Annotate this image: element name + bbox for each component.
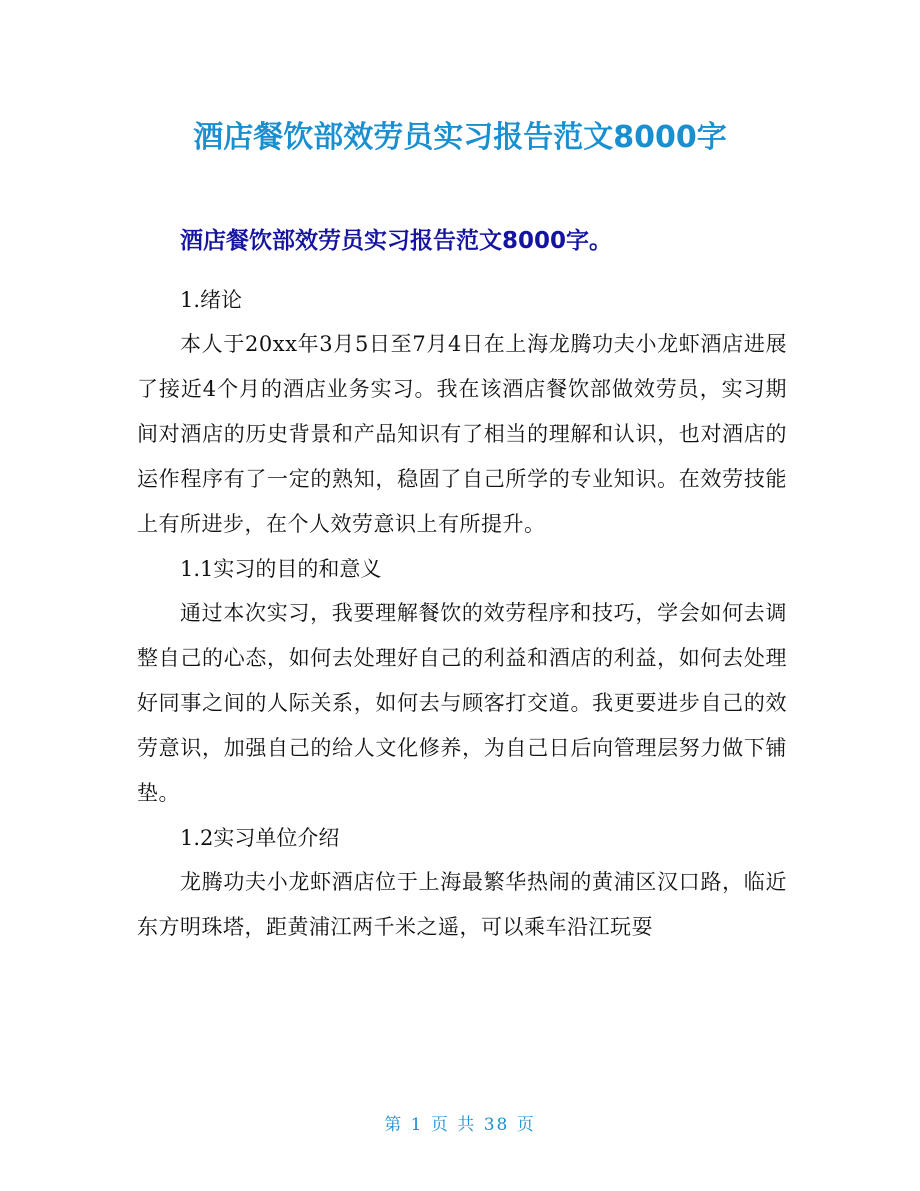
document-title: 酒店餐饮部效劳员实习报告范文8000字: [193, 120, 727, 155]
section-heading-unit-intro: 1.2实习单位介绍: [180, 826, 340, 850]
section-heading-introduction: 1.绪论: [180, 288, 243, 312]
page-number-footer: 第 1 页 共 38 页: [384, 1115, 536, 1135]
section-heading-purpose: 1.1实习的目的和意义: [180, 557, 382, 581]
section-paragraph-introduction: 本人于20xx年3月5日至7月4日在上海龙腾功夫小龙虾酒店进展了接近4个月的酒店业务实习。我在该酒店餐饮部做效劳员，实习期间对酒店的历史背景和产品知识有了相当的理解和认识，也对酒店的运作程序有了一定的熟知，稳固了自己所学的专业知识。在效劳技能上有所进步，在个人效劳意识上有所提升。: [137, 332, 787, 536]
document-body: [137, 278, 787, 950]
section-paragraph-unit-intro: 龙腾功夫小龙虾酒店位于上海最繁华热闹的黄浦区汉口路，临近东方明珠塔，距黄浦江两千米之遥，可以乘车沿江玩耍: [137, 870, 787, 939]
section-paragraph-purpose: 通过本次实习，我要理解餐饮的效劳程序和技巧，学会如何去调整自己的心态，如何去处理好自己的利益和酒店的利益，如何去处理好同事之间的人际关系，如何去与顾客打交道。我更要进步自己的效劳意识，加强自己的给人文化修养，为自己日后向管理层努力做下铺垫。: [137, 601, 787, 805]
document-subtitle: 酒店餐饮部效劳员实习报告范文8000字。: [180, 228, 613, 254]
